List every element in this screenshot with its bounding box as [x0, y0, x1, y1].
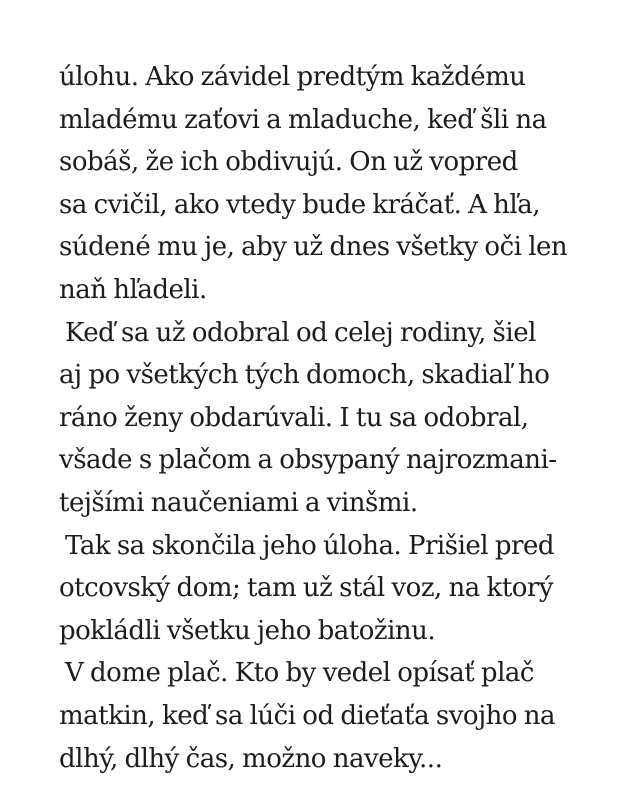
text-line: ráno ženy obdarúvali. I tu sa odobral,: [59, 402, 529, 433]
text-line: naň hľadeli.: [59, 274, 207, 305]
paragraph-4: [59, 652, 619, 780]
text-line: mladému zaťovi a mladuche, keď šli na: [59, 104, 547, 135]
text-line: tejšími naučeniami a vinšmi.: [59, 487, 418, 518]
text-line: dlhý, dlhý čas, možno naveky...: [59, 743, 443, 774]
text-line: sobáš, že ich obdivujú. On už vopred: [59, 147, 518, 178]
page-text: [59, 56, 619, 780]
paragraph-2: [59, 312, 619, 525]
text-line: matkin, keď sa lúči od dieťaťa svojho na: [59, 700, 556, 731]
text-line: Keď sa už odobral od celej rodiny, šiel: [65, 317, 536, 348]
text-line: všade s plačom a obsypaný najrozmani-: [59, 445, 557, 476]
text-line: súdené mu je, aby už dnes všetky oči len: [59, 232, 568, 263]
text-line: pokládli všetku jeho batožinu.: [59, 615, 436, 646]
text-line: Tak sa skončila jeho úloha. Prišiel pred: [65, 530, 554, 561]
text-line: aj po všetkých tých domoch, skadiaľ ho: [59, 360, 550, 391]
text-line: V dome plač. Kto by vedel opísať plač: [65, 658, 534, 689]
text-line: sa cvičil, ako vtedy bude kráčať. A hľa,: [59, 189, 540, 220]
text-line: úlohu. Ako závidel predtým každému: [59, 62, 526, 92]
paragraph-1: [59, 56, 619, 312]
paragraph-3: [59, 525, 619, 653]
text-line: otcovský dom; tam už stál voz, na ktorý: [59, 573, 554, 604]
